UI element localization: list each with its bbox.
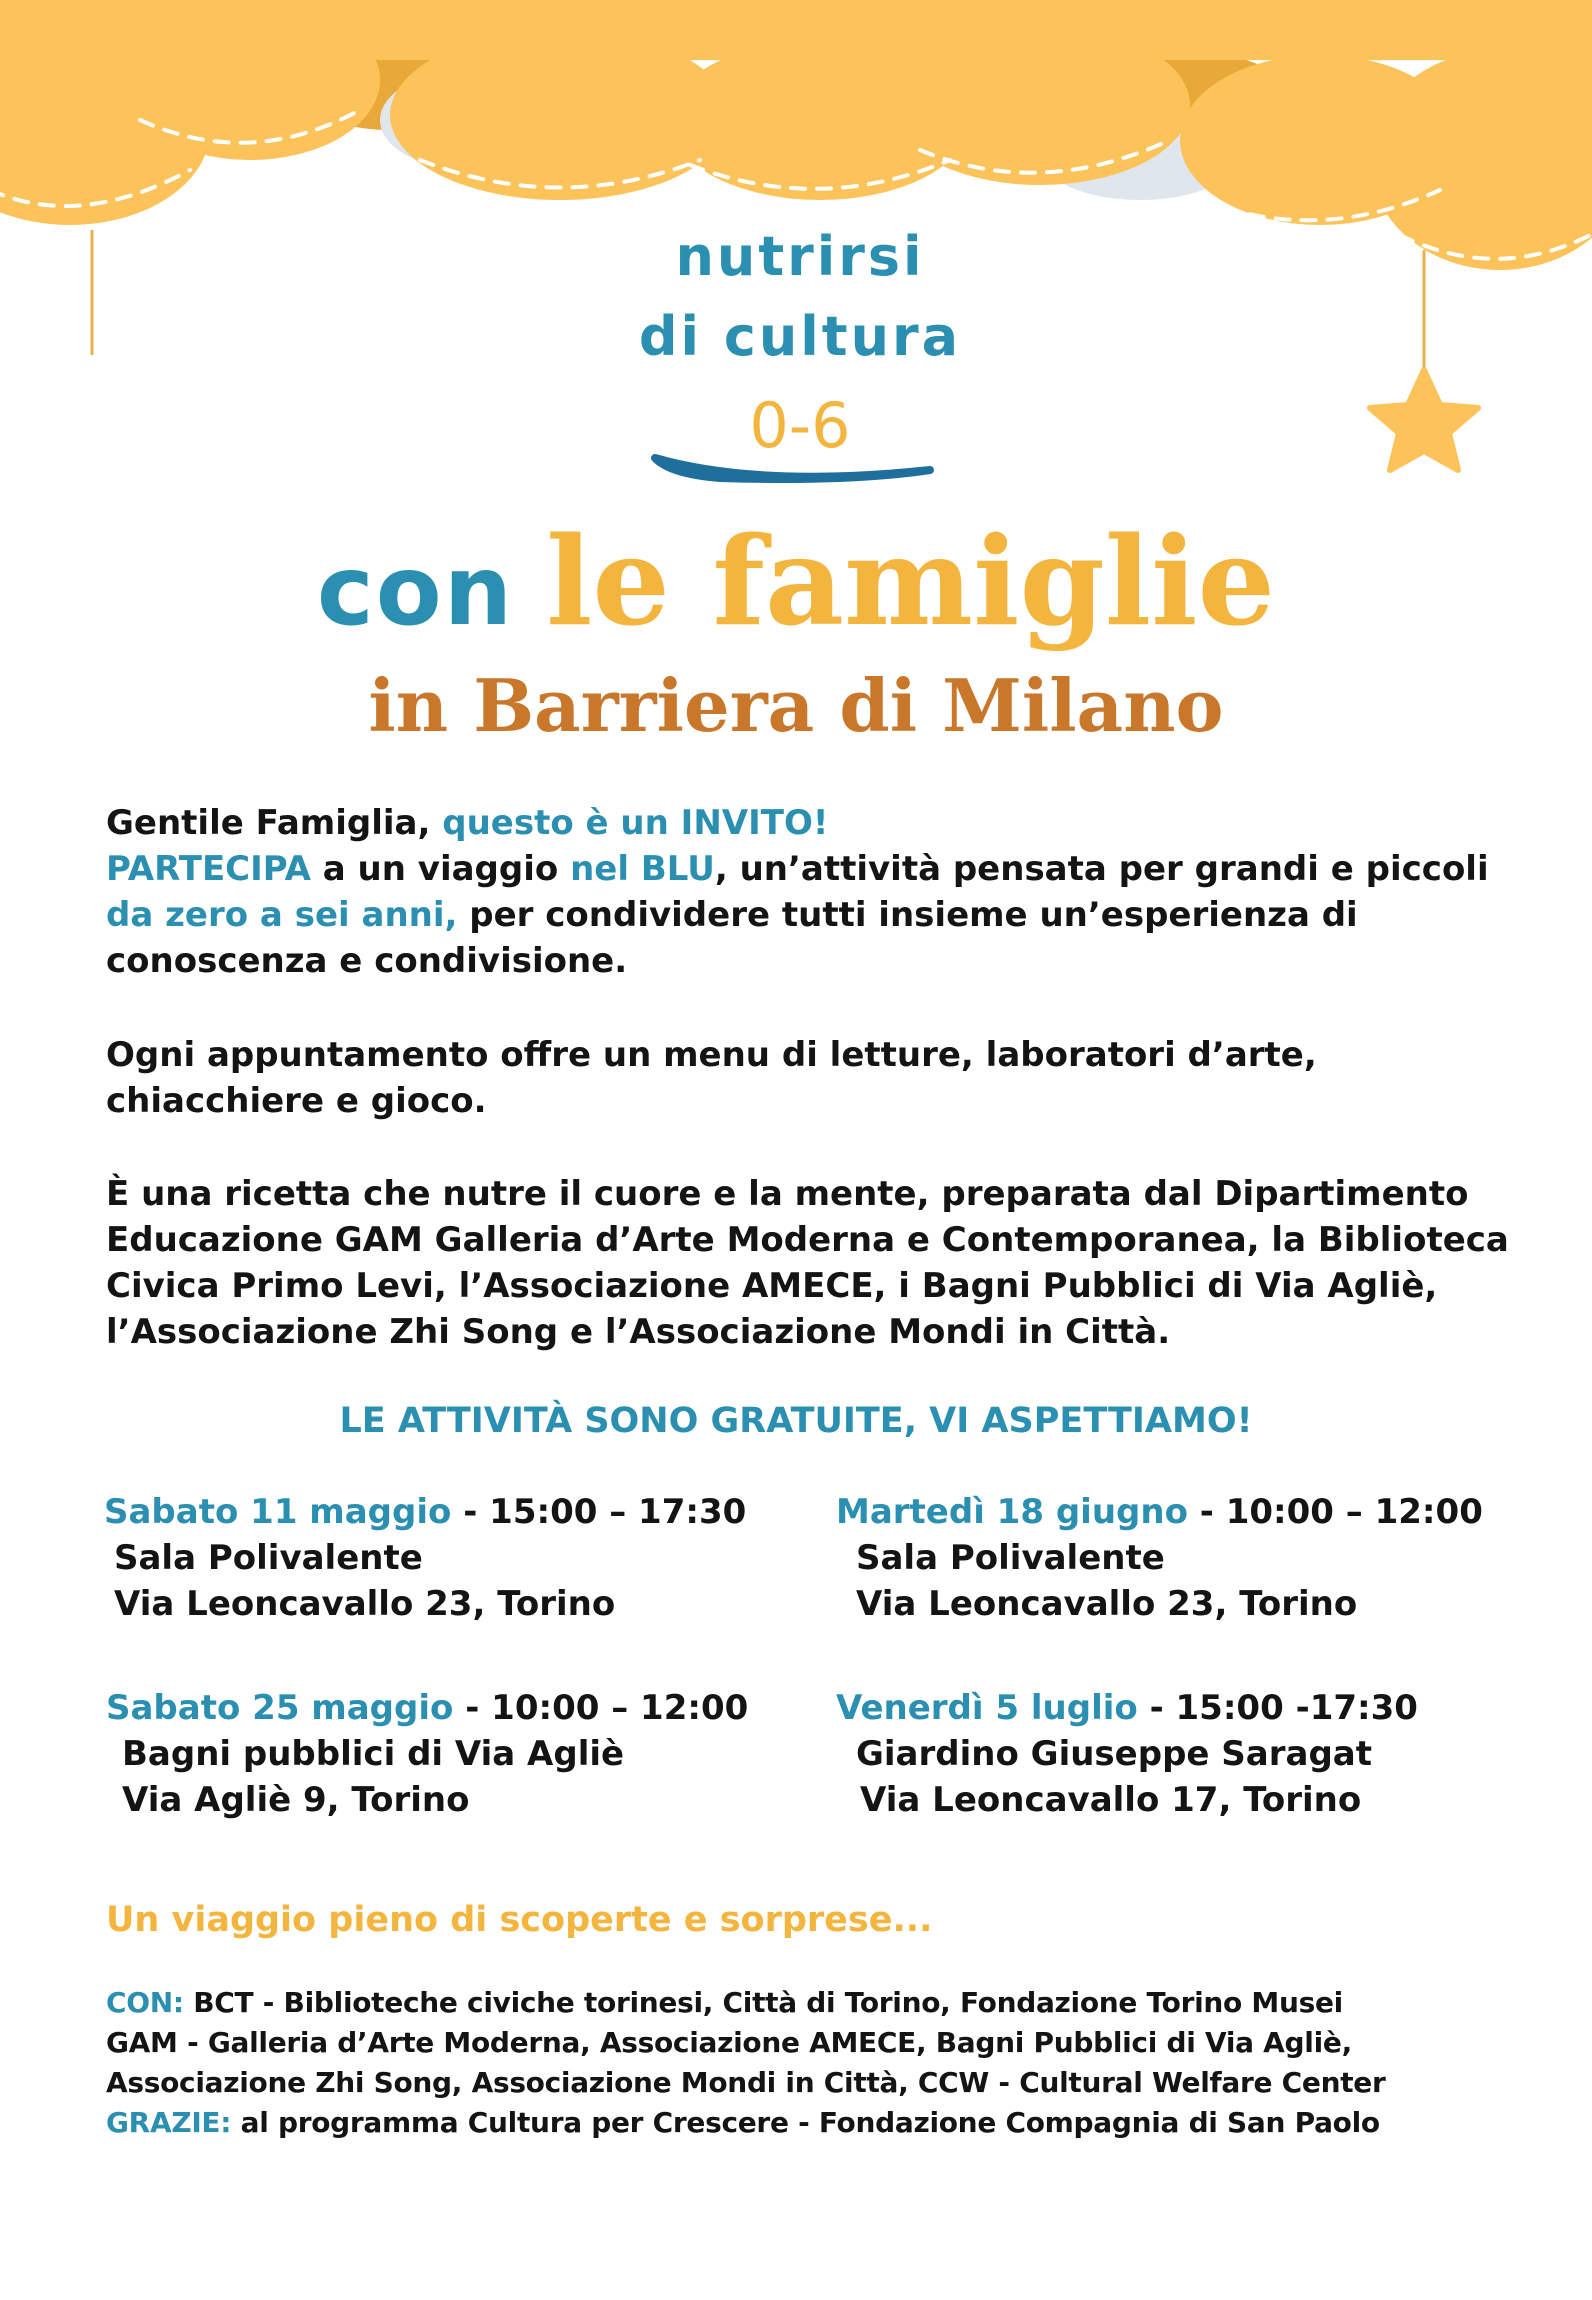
invite-text: questo è un INVITO! xyxy=(442,803,829,843)
intro-paragraph xyxy=(106,800,1506,984)
credits xyxy=(106,1983,1526,2143)
blu-text: nel BLU xyxy=(570,849,715,889)
menu-paragraph: Ogni appuntamento offre un menu di letture, laboratori d’arte, chiacchiere e gioco. xyxy=(106,1035,1317,1121)
event-date: Sabato 25 maggio xyxy=(106,1688,454,1728)
free-activities-note: LE ATTIVITÀ SONO GRATUITE, VI ASPETTIAMO! xyxy=(339,1401,1253,1441)
recipe-paragraph: È una ricetta che nutre il cuore e la mente, preparata dal Dipartimento Educazione GAM Galleria d’Arte Moderna e Contemporanea, la Biblioteca Civica Primo Levi, l’Associazione AMECE, i Bagni Pubblici di Via Agliè, l’Associazione Zhi Song e l’Associazione Mondi in Città. xyxy=(106,1174,1509,1352)
title-famiglie: le famiglie xyxy=(546,509,1276,653)
intro-text-1: a un viaggio xyxy=(322,849,559,889)
event-venue: Giardino Giuseppe Saragat xyxy=(856,1734,1372,1774)
title xyxy=(0,509,1592,653)
moon-icon xyxy=(91,355,225,481)
tagline: Un viaggio pieno di scoperte e sorprese... xyxy=(106,1900,933,1940)
credits-con-text: GAM - Galleria d’Arte Moderna, Associazione AMECE, Bagni Pubblici di Via Agliè, xyxy=(106,2026,1352,2059)
greeting: Gentile Famiglia, xyxy=(106,803,431,843)
event-item xyxy=(836,1489,1483,1627)
event-venue: Sala Polivalente xyxy=(114,1538,423,1578)
event-time: - 15:00 – 17:30 xyxy=(451,1492,747,1532)
event-venue: Bagni pubblici di Via Agliè xyxy=(122,1734,625,1774)
event-address: Via Leoncavallo 17, Torino xyxy=(860,1780,1362,1820)
event-time: - 10:00 – 12:00 xyxy=(1187,1492,1483,1532)
star-icon xyxy=(1370,370,1478,470)
event-date: Martedì 18 giugno xyxy=(836,1492,1188,1532)
event-address: Via Leoncavallo 23, Torino xyxy=(114,1584,616,1624)
event-item xyxy=(836,1685,1418,1823)
age-range-text: da zero a sei anni, xyxy=(106,895,458,935)
logo-line-1: nutrirsi xyxy=(675,225,925,288)
credits-con-text: BCT - Biblioteche civiche torinesi, Città di Torino, Fondazione Torino Musei xyxy=(193,1986,1343,2019)
intro-text-3: per condividere tutti insieme un’esperienza di conoscenza e condivisione. xyxy=(106,895,1358,981)
title-con: con xyxy=(316,535,515,647)
credits-grazie-label: GRAZIE: xyxy=(106,2106,232,2139)
event-time: - 15:00 -17:30 xyxy=(1137,1688,1418,1728)
event-time: - 10:00 – 12:00 xyxy=(453,1688,749,1728)
event-date: Venerdì 5 luglio xyxy=(836,1688,1138,1728)
credits-con-text: Associazione Zhi Song, Associazione Mondi in Città, CCW - Cultural Welfare Center xyxy=(106,2066,1386,2099)
logo-age-range: 0-6 xyxy=(749,389,851,462)
event-item xyxy=(106,1685,748,1823)
event-address: Via Agliè 9, Torino xyxy=(122,1780,470,1820)
intro-text-2: , un’attività pensata per grandi e piccoli xyxy=(714,849,1489,889)
partecipa-text: PARTECIPA xyxy=(106,849,311,889)
event-item xyxy=(104,1489,746,1627)
event-date: Sabato 11 maggio xyxy=(104,1492,452,1532)
event-address: Via Leoncavallo 23, Torino xyxy=(856,1584,1358,1624)
credits-con-label: CON: xyxy=(106,1986,184,2019)
logo-line-2: di cultura xyxy=(638,305,962,368)
subtitle: in Barriera di Milano xyxy=(368,663,1224,748)
event-venue: Sala Polivalente xyxy=(856,1538,1165,1578)
credits-grazie-text: al programma Cultura per Crescere - Fondazione Compagnia di San Paolo xyxy=(240,2106,1380,2139)
